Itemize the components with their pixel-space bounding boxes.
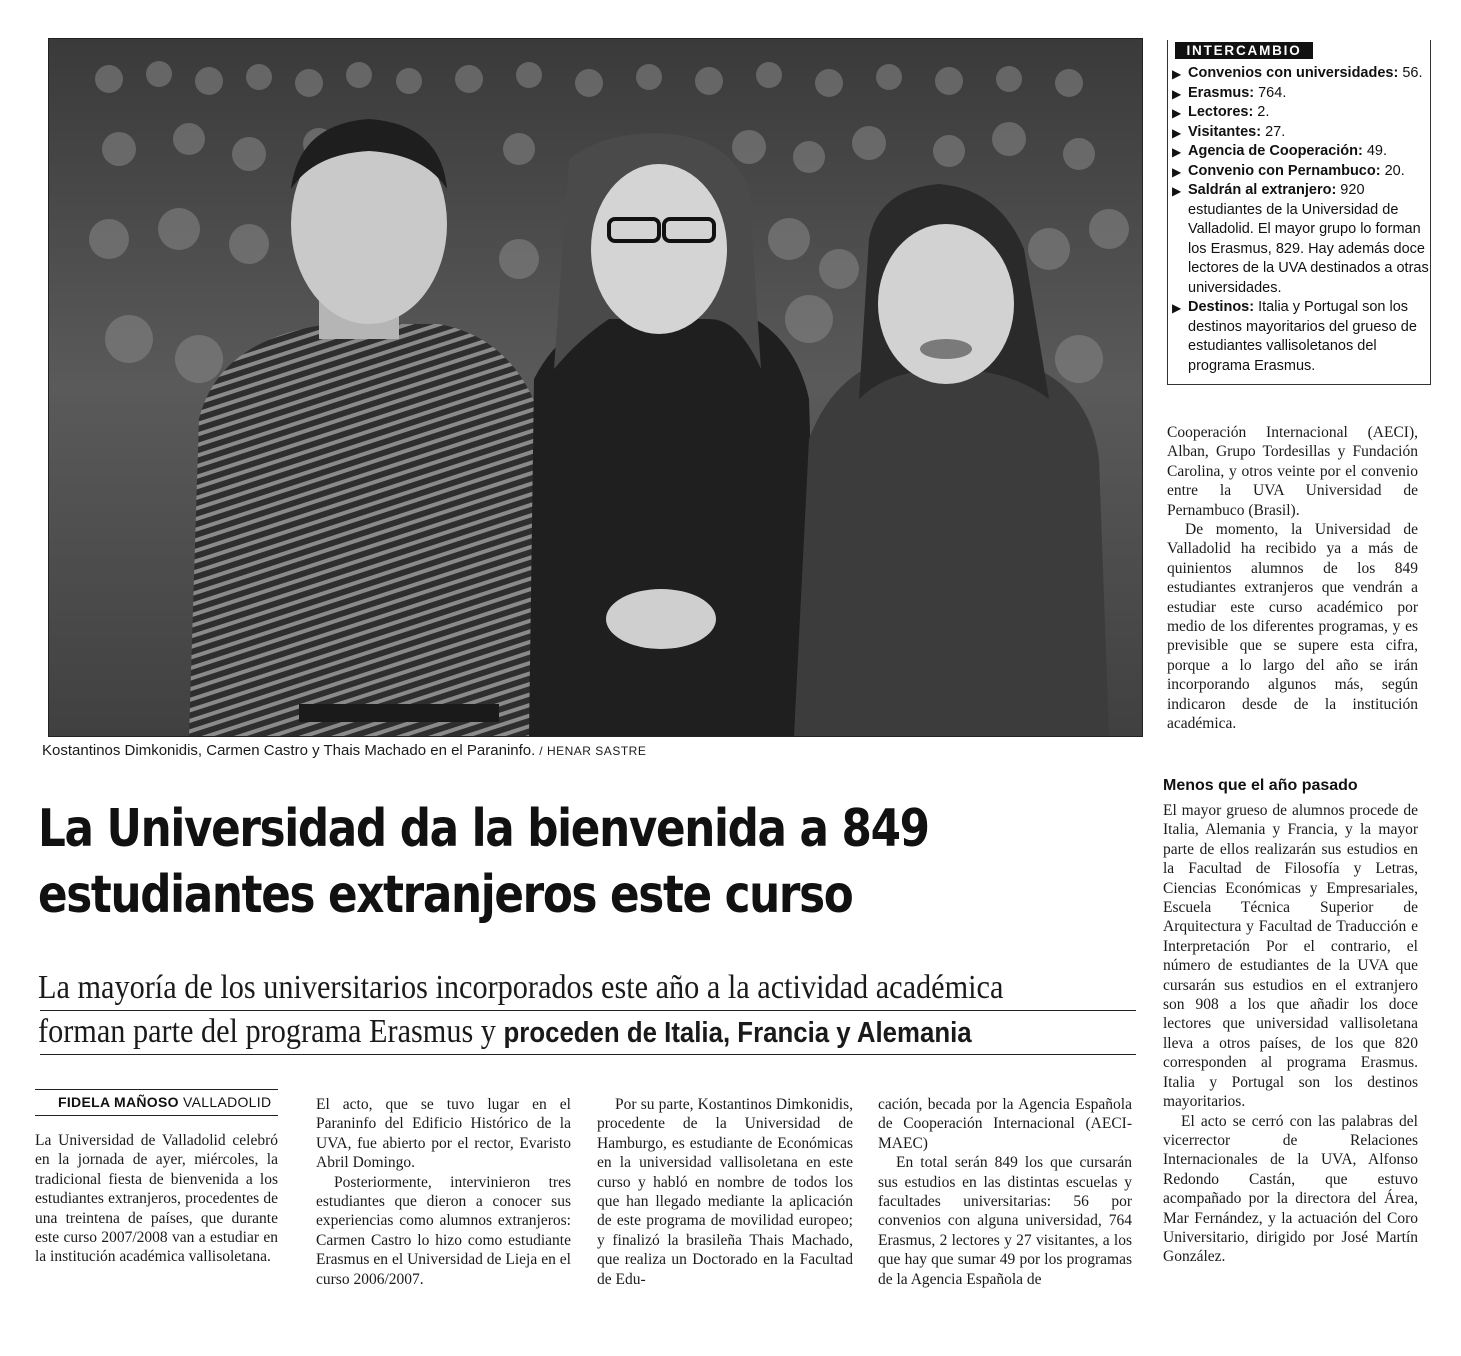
byline-author: FIDELA MAÑOSO (58, 1094, 179, 1110)
fact-item (1172, 162, 1430, 182)
fact-item (1172, 181, 1430, 298)
fact-item (1172, 84, 1430, 104)
headline-line-1: La Universidad da la bienvenida a 849 (38, 799, 929, 859)
subhead-rule-2 (40, 1054, 1136, 1055)
fact-key: Destinos: (1188, 299, 1255, 315)
fact-key: Erasmus: (1188, 84, 1255, 101)
headline-line-2: estudiantes extranjeros este curso (38, 865, 853, 925)
paragraph: El mayor grueso de alumnos procede de Italia, Alemania y Francia, y la mayor parte de ellos realizarán sus estudios en la Facultad de Filosofía y Letras, Ciencias Económicas y Empresariales, Escuela Técnica Superior de Arquitectura y Facultad de Traducción e Interpretación Por el contrario, el número de estudiantes de la UVA que cursarán sus estudios en el extranjero son 908 a los que añadir los doce lectores que universidad vallisoletana lleva a otros países, de los que 820 corresponden al programa Erasmus. Italia y Portugal son los destinos mayoritarios. (1163, 802, 1418, 1111)
subheadline-regular: forman parte del programa Erasmus y (38, 1013, 504, 1050)
fact-item (1172, 64, 1430, 84)
paragraph: La Universidad de Valladolid celebró en la jornada de ayer, miércoles, la tradicional fiesta de bienvenida a los estudiantes extranjeros, procedentes de una treintena de países, que durante este curso 2007/2008 van a estudiar en la institución académica vallisoletana. (35, 1132, 278, 1266)
triangle-bullet-icon: ▶ (1172, 301, 1182, 315)
photo-credit: / HENAR SASTRE (539, 744, 647, 758)
headline (38, 796, 962, 928)
paragraph: cación, becada por la Agencia Española de Cooperación Internacional (AECI-MAEC) (878, 1096, 1132, 1152)
paragraph: El acto, que se tuvo lugar en el Paraninfo del Edificio Histórico de la UVA, fue abierto por el rector, Evaristo Abril Domingo. (316, 1096, 571, 1172)
paragraph: Cooperación Internacional (AECI), Alban, Grupo Tordesillas y Fundación Carolina, y otros veinte por el convenio entre la UVA Universidad de Pernambuco (Brasil). (1167, 424, 1418, 519)
fact-list (1172, 64, 1430, 376)
triangle-bullet-icon: ▶ (1172, 106, 1182, 120)
fact-box-tag: INTERCAMBIO (1175, 42, 1313, 59)
fact-value: 920 estudiantes de la Universidad de Valladolid. El mayor grupo lo forman los Erasmus, 829. Hay además doce lectores de la UVA destinados a otras universidades. (1188, 182, 1429, 296)
fact-key: Visitantes: (1188, 123, 1262, 140)
triangle-bullet-icon: ▶ (1172, 184, 1182, 198)
byline (58, 1094, 276, 1110)
fact-item (1172, 103, 1430, 123)
paragraph: El acto se cerró con las palabras del vicerrector de Relaciones Internacionales de la UVA, Alfonso Redondo Castán, que estuvo acompañado por la directora del Área, Mar Fernández, y la actuación del Coro Universitario, dirigido por José Martín González. (1163, 1112, 1418, 1266)
article-column-2 (316, 1095, 571, 1289)
section-subtitle: Menos que el año pasado (1163, 777, 1358, 794)
fact-item (1172, 298, 1430, 376)
fact-item (1172, 123, 1430, 143)
article-column-4 (878, 1095, 1132, 1289)
triangle-bullet-icon: ▶ (1172, 145, 1182, 159)
triangle-bullet-icon: ▶ (1172, 125, 1182, 140)
paragraph: Posteriormente, intervinieron tres estudiantes que dieron a conocer sus experiencias como alumnos extranjeros: Carmen Castro lo hizo como estudiante Erasmus en el Universidad de Lieja en el curso 2006/2007. (316, 1173, 571, 1288)
news-photo (48, 38, 1143, 737)
triangle-bullet-icon: ▶ (1172, 86, 1182, 101)
triangle-bullet-icon: ▶ (1172, 164, 1182, 179)
subheadline-bold: proceden de Italia, Francia y Alemania (503, 1017, 972, 1049)
caption-text: Kostantinos Dimkonidis, Carmen Castro y Thais Machado en el Paraninfo. (42, 742, 536, 759)
fact-item (1172, 142, 1430, 162)
subhead-rule-1 (40, 1010, 1136, 1011)
fact-key: Agencia de Cooperación: (1188, 143, 1363, 159)
subheadline-line-1: La mayoría de los universitarios incorporados este año a la actividad académica (38, 969, 1004, 1006)
byline-rule-bottom (35, 1115, 278, 1116)
subheadline-line-2 (38, 1010, 1151, 1055)
paragraph: De momento, la Universidad de Valladolid ha recibido ya a más de quinientos alumnos de los 849 estudiantes extranjeros que vendrán a estudiar este curso académico por medio de los diferentes programas, y es previsible que se supere esta cifra, porque a lo largo del año se irán incorporando algunos más, según indicaron desde de la institución académica. (1167, 521, 1418, 733)
byline-location: VALLADOLID (183, 1094, 272, 1110)
fact-value: 27. (1261, 123, 1286, 140)
fact-value: 2. (1253, 104, 1270, 120)
fact-value: 20. (1380, 162, 1405, 179)
fact-key: Convenio con Pernambuco: (1188, 162, 1381, 179)
byline-rule-top (35, 1089, 278, 1090)
fact-key: Lectores: (1188, 104, 1254, 120)
fact-key: Convenios con universidades: (1188, 65, 1399, 81)
fact-key: Saldrán al extranjero: (1188, 182, 1337, 198)
article-column-3 (597, 1095, 853, 1289)
fact-value: 49. (1362, 143, 1388, 159)
article-column-5-continued (1163, 801, 1418, 1267)
fact-value: Italia y Portugal son los destinos mayoritarios del grueso de estudiantes vallisoletanos del programa Erasmus. (1188, 299, 1417, 374)
triangle-bullet-icon: ▶ (1172, 67, 1182, 81)
fact-value: 764. (1254, 84, 1287, 101)
article-column-5 (1167, 423, 1418, 734)
photo-illustration (49, 39, 1142, 736)
fact-value: 56. (1398, 65, 1423, 81)
photo-caption (42, 742, 1042, 759)
article-column-1 (35, 1131, 278, 1267)
paragraph: En total serán 849 los que cursarán sus estudios en las distintas escuelas y facultades universitarias: 56 por convenios con alguna universidad, 764 Erasmus, 2 lectores y 27 visitantes, a los que hay que sumar 49 por los programas de la Agencia Española de (878, 1154, 1132, 1288)
paragraph: Por su parte, Kostantinos Dimkonidis, procedente de la Universidad de Hamburgo, es estudiante de Económicas en la universidad vallisoletana en este curso y habló en nombre de todos los que han llegado mediante la aplicación de este programa de movilidad europeo; y finalizó la brasileña Thais Machado, que realiza un Doctorado en la Facultad de Edu- (597, 1096, 853, 1288)
